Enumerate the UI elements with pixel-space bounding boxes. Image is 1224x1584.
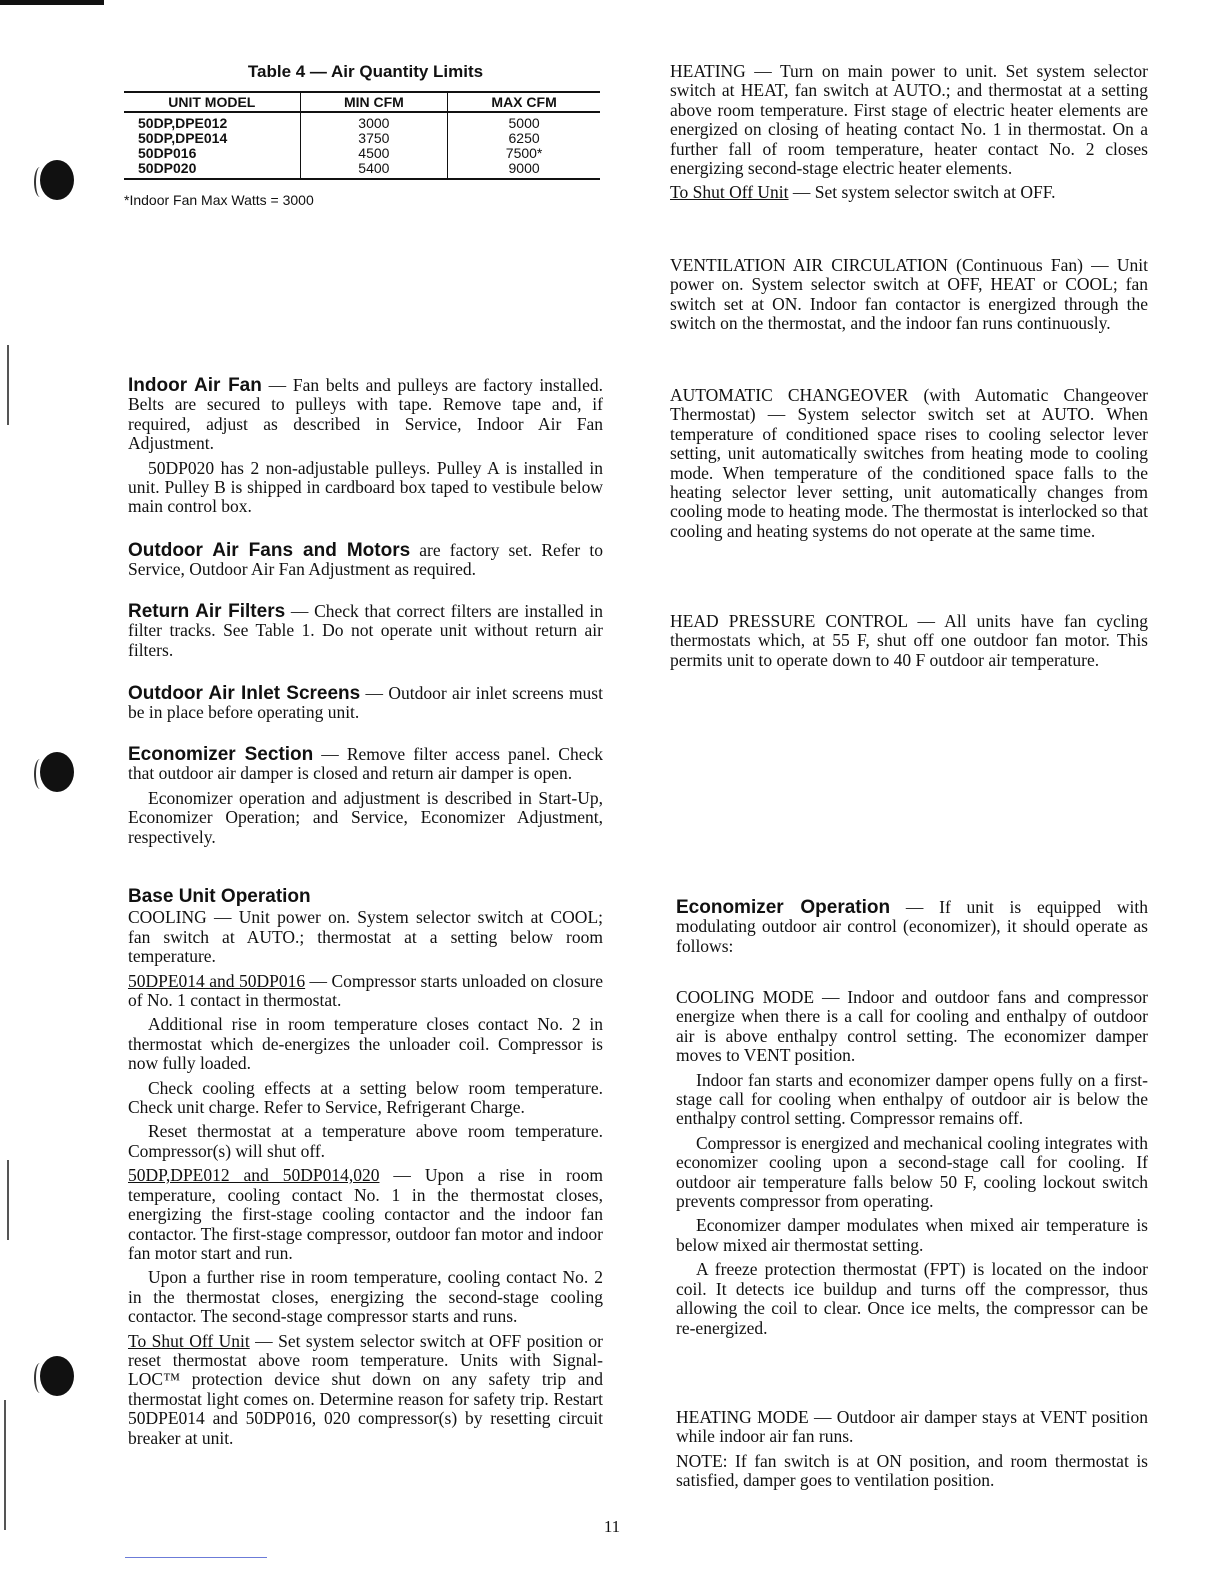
section-heading: Base Unit Operation	[128, 886, 311, 907]
binder-hole	[40, 752, 74, 792]
table-cell: 7500*	[448, 146, 600, 161]
table-cell: 9000	[448, 161, 600, 179]
scan-edge-mark	[4, 1400, 6, 1530]
table-header-min-cfm: MIN CFM	[300, 92, 448, 112]
table-cell: 50DP020	[124, 161, 300, 179]
return-filters-section	[128, 602, 603, 665]
section-heading: Economizer Section	[128, 744, 314, 765]
section-text: are factory set. Refer to Service, Outdoor Air Fan Adjustment as required.	[128, 540, 603, 580]
table-header-unit-model: UNIT MODEL	[124, 92, 300, 112]
table-cell: 4500	[300, 146, 448, 161]
model-label: 50DPE014 and 50DP016	[128, 970, 306, 991]
table-row	[124, 112, 600, 131]
note: NOTE: If fan switch is at ON position, and room thermostat is satisfied, damper goes to ventilation position.	[676, 1450, 1148, 1491]
paragraph: Compressor is energized and mechanical cooling integrates with economizer cooling upon a second-stage call for cooling. If outdoor air temperature falls below 50 F, cooling lockout switch prevents compressor from operating.	[676, 1132, 1148, 1212]
table-footnote: *Indoor Fan Max Watts = 3000	[124, 192, 314, 208]
economizer-section	[128, 745, 603, 852]
paragraph: HEAD PRESSURE CONTROL — All units have fan cycling thermostats which, at 55 F, shut off one outdoor fan motor. This permits unit to operate down to 40 F outdoor air temperature.	[670, 611, 1148, 670]
paragraph: Reset thermostat at a temperature above room temperature. Compressor(s) will shut off.	[128, 1121, 603, 1161]
paragraph: COOLING — Unit power on. System selector switch at COOL; fan switch at AUTO.; thermostat at a setting below room temperature.	[128, 907, 603, 967]
paragraph: Indoor fan starts and economizer damper opens fully on a first-stage call for cooling when enthalpy of outdoor air is below the enthalpy control setting. Compressor remains off.	[676, 1069, 1148, 1129]
binder-hole	[40, 160, 74, 200]
table-row	[124, 146, 600, 161]
paragraph: HEATING — Turn on main power to unit. Set system selector switch at HEAT, fan switch at AUTO.; and thermostat at a setting above room temperature. First stage of electric heater elements are energized on closing of heating contact No. 1 in thermostat. On a further fall of room temperature, heater contact No. 2 closes energizing second-stage electric heater elements.	[670, 61, 1148, 179]
economizer-heating-mode	[676, 1408, 1148, 1496]
paragraph: Economizer operation and adjustment is described in Start-Up, Economizer Operation; and Service, Economizer Adjustment, respectively.	[128, 787, 603, 847]
paragraph-text: — Upon a rise in room temperature, cooling contact No. 1 in the thermostat closes, energizing the first-stage cooling contactor and the indoor fan contactor. The first-stage compressor, outdoor fan motor and indoor fan motor start and run.	[128, 1165, 603, 1263]
table-cell: 5400	[300, 161, 448, 179]
table-cell: 50DP,DPE012	[138, 115, 228, 131]
paragraph: Check cooling effects at a setting below room temperature. Check unit charge. Refer to Service, Refrigerant Charge.	[128, 1077, 603, 1118]
table-cell: 5000	[448, 112, 600, 131]
automatic-changeover-section	[670, 386, 1148, 546]
model-label: 50DP,DPE012 and 50DP014,020	[128, 1165, 380, 1186]
paragraph-text: — Compressor starts unloaded on closure of No. 1 contact in thermostat.	[128, 970, 604, 1011]
scan-edge-mark	[7, 1160, 9, 1240]
section-text: — Remove filter access panel. Check that outdoor air damper is closed and return air damper is open.	[128, 744, 603, 784]
economizer-cooling-mode	[676, 988, 1148, 1343]
paragraph: Economizer damper modulates when mixed air temperature is below mixed air thermostat setting.	[676, 1215, 1148, 1255]
outdoor-fans-section	[128, 541, 603, 585]
head-pressure-section	[670, 612, 1148, 675]
paragraph: AUTOMATIC CHANGEOVER (with Automatic Changeover Thermostat) — System selector switch set at AUTO. When temperature of conditioned space rises to cooling selector lever setting, unit automatically switches from heating mode to cooling mode. When temperature of the conditioned space falls to the heating selector lever setting, unit automatically changes from cooling mode to heating mode. The thermostat is interlocked so that cooling and heating systems do not operate at the same time.	[670, 385, 1148, 541]
section-text: — Outdoor air inlet screens must be in place before operating unit.	[128, 683, 603, 723]
paragraph-text: — Set system selector switch at OFF position or reset thermostat above room temperature. Units with Signal-LOC™ protection device shut down on any safety trip and thermostat light comes on. Determine reason for safety trip. Restart 50DPE014 and 50DP016, 020 compressor(s) by resetting circuit breaker at unit.	[128, 1330, 603, 1448]
inlet-screens-section	[128, 684, 603, 728]
indoor-air-fan-section	[128, 376, 603, 522]
shutoff-label: To Shut Off Unit	[128, 1330, 250, 1351]
table-cell: 3000	[300, 112, 448, 131]
table-cell: 3750	[300, 131, 448, 146]
shutoff-label: To Shut Off Unit	[670, 182, 789, 203]
section-text: — If unit is equipped with modulating outdoor air control (economizer), it should operate as follows:	[676, 897, 1148, 956]
section-text: — Check that correct filters are installed in filter tracks. See Table 1. Do not operate unit without return air filters.	[128, 601, 603, 660]
table-header-max-cfm: MAX CFM	[448, 92, 600, 112]
scan-top-mark	[0, 0, 104, 5]
section-heading: Indoor Air Fan	[128, 375, 262, 396]
paragraph-text: — Set system selector switch at OFF.	[788, 182, 1056, 203]
paragraph: VENTILATION AIR CIRCULATION (Continuous Fan) — Unit power on. System selector switch at OFF, HEAT or COOL; fan switch set at ON. Indoor fan contactor is energized through the switch on the thermostat, and the indoor fan runs continuously.	[670, 255, 1148, 334]
scan-edge-mark	[7, 345, 9, 425]
section-heading: Outdoor Air Fans and Motors	[128, 540, 411, 561]
table-row	[124, 131, 600, 146]
paragraph: HEATING MODE — Outdoor air damper stays at VENT position while indoor air fan runs.	[676, 1407, 1148, 1447]
table-cell: 6250	[448, 131, 600, 146]
economizer-operation-section	[676, 898, 1148, 961]
section-text: — Fan belts and pulleys are factory installed. Belts are secured to pulleys with tape. Remove tape and, if required, adjust as described in Service, Indoor Air Fan Adjustment.	[128, 375, 603, 454]
base-unit-operation-section	[128, 887, 603, 1453]
paragraph: COOLING MODE — Indoor and outdoor fans and compressor energize when there is a call for cooling and enthalpy of outdoor air is above enthalpy control setting. The economizer damper moves to VENT position.	[676, 987, 1148, 1066]
paragraph: A freeze protection thermostat (FPT) is located on the indoor coil. It detects ice buildup and turns off the compressor, thus allowing the coil to clear. Once ice melts, the compressor can be re-energized.	[676, 1259, 1148, 1338]
section-heading: Outdoor Air Inlet Screens	[128, 683, 361, 704]
binder-hole	[40, 1356, 74, 1396]
section-heading: Economizer Operation	[676, 897, 891, 918]
ventilation-section	[670, 256, 1148, 339]
paragraph: Additional rise in room temperature closes contact No. 2 in thermostat which de-energizes the unloader coil. Compressor is now fully loaded.	[128, 1014, 603, 1074]
heating-section	[670, 62, 1148, 208]
paragraph: Upon a further rise in room temperature, cooling contact No. 2 in the thermostat closes, energizing the second-stage cooling contactor. The second-stage compressor starts and runs.	[128, 1267, 603, 1327]
air-quantity-table	[124, 91, 600, 180]
table-title: Table 4 — Air Quantity Limits	[247, 62, 484, 81]
section-heading: Return Air Filters	[128, 601, 286, 622]
paragraph: 50DP020 has 2 non-adjustable pulleys. Pulley A is installed in unit. Pulley B is shipped in cardboard box taped to vestibule below main control box.	[128, 457, 603, 517]
scan-bottom-line	[125, 1557, 267, 1558]
page-number: 11	[603, 1517, 621, 1536]
table-row	[124, 161, 600, 179]
table-cell: 50DP016	[138, 145, 197, 161]
table-cell: 50DP,DPE014	[138, 130, 228, 146]
